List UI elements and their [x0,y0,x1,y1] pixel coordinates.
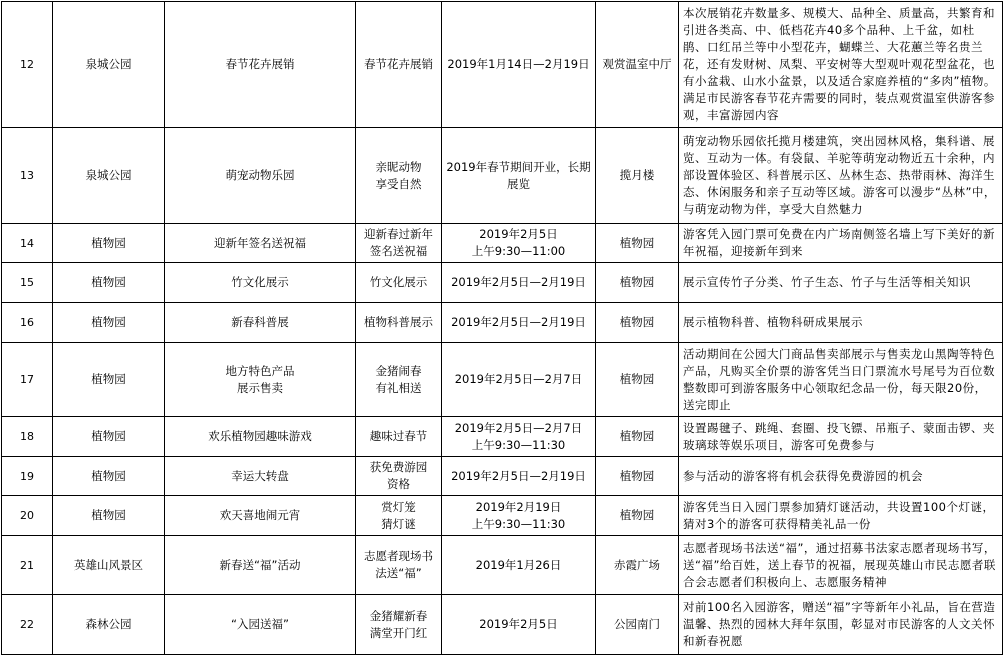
table-row [2,496,1003,536]
event-venue: 植物园 [596,263,679,303]
event-theme: 志愿者现场书 法送“福” [356,536,442,595]
event-theme: 获免费游园 资格 [356,457,442,496]
event-venue: 植物园 [596,417,679,457]
table-row [2,224,1003,263]
event-name: 新春科普展 [165,303,356,343]
event-theme: 迎新春过新年 签名送祝福 [356,224,442,263]
event-time: 2019年2月5日 [442,595,596,655]
event-venue: 赤霞广场 [596,536,679,595]
row-number: 19 [2,457,53,496]
table-body [2,2,1003,655]
event-description: 游客凭入园门票可免费在内广场南侧签名墙上写下美好的新年祝福，迎接新年到来 [679,224,1003,263]
event-time: 2019年1月26日 [442,536,596,595]
row-number: 15 [2,263,53,303]
table-row [2,128,1003,224]
event-time: 2019年1月14日—2月19日 [442,2,596,128]
event-time: 2019年2月5日—2月19日 [442,303,596,343]
row-number: 16 [2,303,53,343]
event-time: 2019年2月5日 上午9:30—11:00 [442,224,596,263]
event-description: 对前100名入园游客，赠送“福”字等新年小礼品，旨在营造温馨、热烈的园林大拜年氛围，彰显对市民游客的人文关怀和新春祝愿 [679,595,1003,655]
event-name: 竹文化展示 [165,263,356,303]
event-theme: 趣味过春节 [356,417,442,457]
table-row [2,536,1003,595]
row-number: 13 [2,128,53,224]
table-row [2,263,1003,303]
event-time: 2019年2月19日 上午9:30—11:30 [442,496,596,536]
event-theme: 竹文化展示 [356,263,442,303]
event-theme: 赏灯笼 猜灯谜 [356,496,442,536]
park-name: 植物园 [53,343,165,417]
park-name: 植物园 [53,496,165,536]
event-time: 2019年春节期间开业，长期展览 [442,128,596,224]
event-description: 游客凭当日入园门票参加猜灯谜活动，共设置100个灯谜，猜对3个的游客可获得精美礼品一份 [679,496,1003,536]
event-name: 欢乐植物园趣味游戏 [165,417,356,457]
event-name: 幸运大转盘 [165,457,356,496]
event-time: 2019年2月5日—2月19日 [442,263,596,303]
event-venue: 植物园 [596,496,679,536]
row-number: 22 [2,595,53,655]
event-name: 欢天喜地闹元宵 [165,496,356,536]
event-name: 地方特色产品 展示售卖 [165,343,356,417]
park-name: 植物园 [53,263,165,303]
event-venue: 植物园 [596,303,679,343]
event-description: 志愿者现场书法送“福”，通过招募书法家志愿者现场书写，送“福”给百姓，送上春节的祝福，展现英雄山市民志愿者联合会志愿者们积极向上、志愿服务精神 [679,536,1003,595]
event-theme: 金猪闹春 有礼相送 [356,343,442,417]
table-row [2,417,1003,457]
event-description: 本次展销花卉数量多、规模大、品种全、质量高，共繁育和引进各类高、中、低档花卉40多个品种、上千盆，如杜鹃、口红吊兰等中小型花卉，蝴蝶兰、大花蕙兰等名贵兰花，还有发财树、凤梨、平安树等大型观叶观花型盆花，也有小盆栽、山水小盆景，以及适合家庭养植的“多肉”植物。满足市民游客春节花卉需要的同时，装点观赏温室供游客参观，丰富游园内容 [679,2,1003,128]
table-row [2,2,1003,128]
table-row [2,457,1003,496]
row-number: 14 [2,224,53,263]
park-name: 植物园 [53,417,165,457]
event-description: 萌宠动物乐园依托揽月楼建筑，突出园林风格，集科谱、展览、互动为一体。有袋鼠、羊驼等萌宠动物近五十余种，内部设置体验区、科普展示区、丛林生态、热带雨林、海洋生态、休闲服务和亲子互动等区域。游客可以漫步“丛林”中，与萌宠动物为伴，享受大自然魅力 [679,128,1003,224]
event-name: 萌宠动物乐园 [165,128,356,224]
park-name: 泉城公园 [53,2,165,128]
park-name: 植物园 [53,303,165,343]
table-row [2,303,1003,343]
event-theme: 金猪耀新春 满堂开门红 [356,595,442,655]
event-description: 活动期间在公园大门商品售卖部展示与售卖龙山黑陶等特色产品，凡购买全价票的游客凭当日门票流水号尾号为百位数整数即可到游客服务中心领取纪念品一份，每天限20份，送完即止 [679,343,1003,417]
park-name: 植物园 [53,224,165,263]
event-venue: 揽月楼 [596,128,679,224]
event-time: 2019年2月5日—2月7日 上午9:30—11:30 [442,417,596,457]
event-venue: 观赏温室中厅 [596,2,679,128]
event-venue: 公园南门 [596,595,679,655]
event-theme: 春节花卉展销 [356,2,442,128]
park-name: 森林公园 [53,595,165,655]
event-theme: 亲昵动物 享受自然 [356,128,442,224]
table-row [2,343,1003,417]
event-theme: 植物科普展示 [356,303,442,343]
park-name: 英雄山风景区 [53,536,165,595]
row-number: 12 [2,2,53,128]
event-time: 2019年2月5日—2月7日 [442,343,596,417]
event-name: “入园送福” [165,595,356,655]
event-name: 迎新年签名送祝福 [165,224,356,263]
park-name: 植物园 [53,457,165,496]
row-number: 18 [2,417,53,457]
row-number: 20 [2,496,53,536]
event-time: 2019年2月5日—2月19日 [442,457,596,496]
event-venue: 植物园 [596,457,679,496]
events-table [1,1,1003,655]
event-description: 展示植物科普、植物科研成果展示 [679,303,1003,343]
event-name: 春节花卉展销 [165,2,356,128]
event-name: 新春送“福”活动 [165,536,356,595]
park-name: 泉城公园 [53,128,165,224]
event-venue: 植物园 [596,224,679,263]
event-description: 参与活动的游客将有机会获得免费游园的机会 [679,457,1003,496]
event-description: 设置踢毽子、跳绳、套圈、投飞镖、吊瓶子、蒙面击锣、夹玻璃球等娱乐项目，游客可免费参与 [679,417,1003,457]
event-description: 展示宣传竹子分类、竹子生态、竹子与生活等相关知识 [679,263,1003,303]
row-number: 17 [2,343,53,417]
table-row [2,595,1003,655]
event-venue: 植物园 [596,343,679,417]
row-number: 21 [2,536,53,595]
